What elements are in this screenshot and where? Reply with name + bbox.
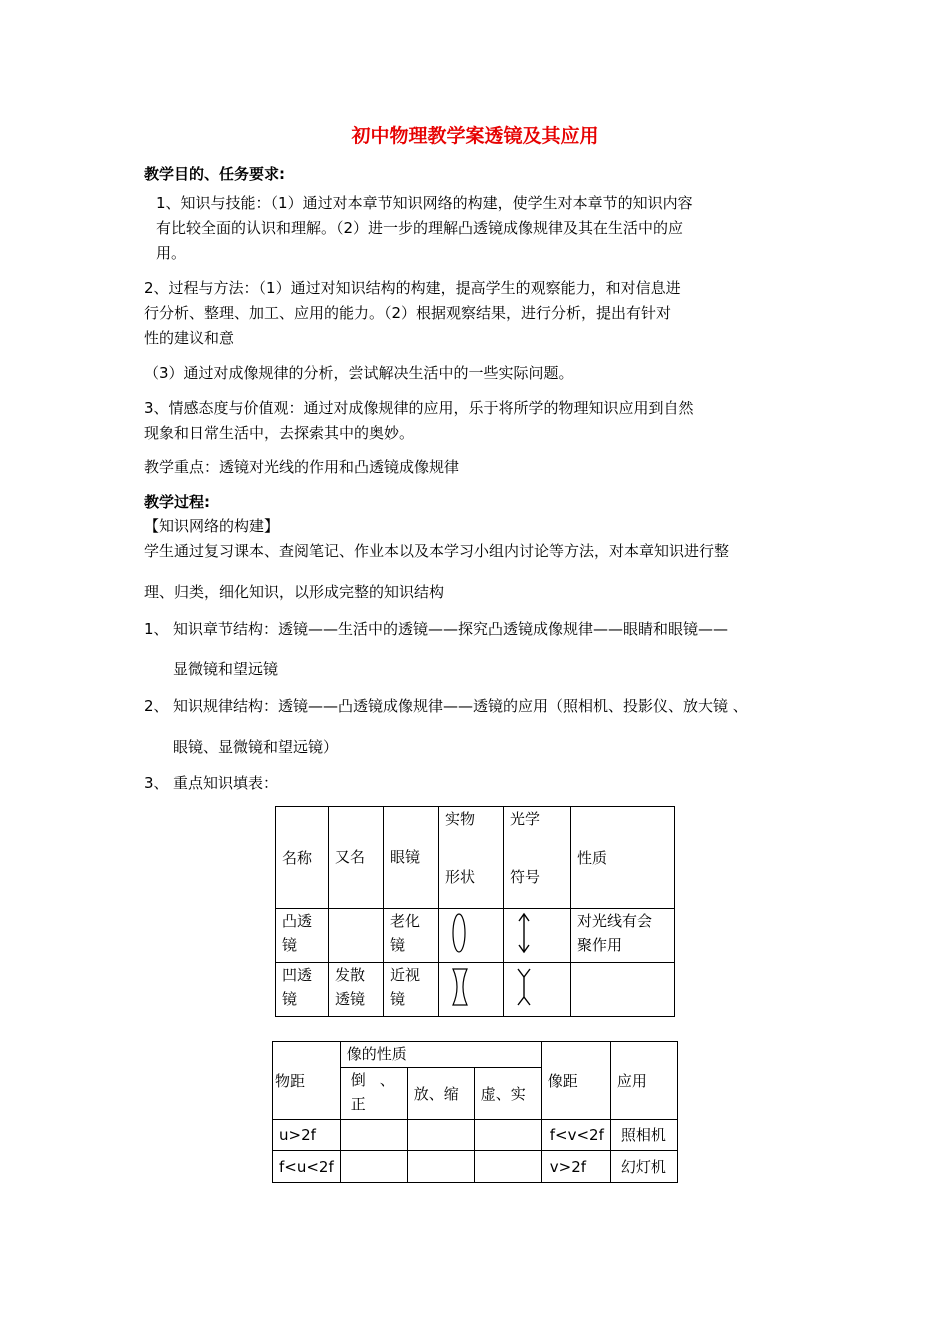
header-image-distance: 像距 [547, 1071, 578, 1090]
page-title: 初中物理教学案透镜及其应用 [351, 125, 599, 147]
network-heading: 【知识网络的构建】 [144, 517, 280, 535]
imaging-table [272, 1041, 678, 1183]
item-2-line-1: 知识规律结构：透镜——凸透镜成像规律——透镜的应用（照相机、投影仪、放大镜 、 [173, 697, 748, 715]
objective-2-extra: （3）通过对成像规律的分析，尝试解决生活中的一些实际问题。 [144, 364, 574, 382]
row-convex-glasses-1: 老化 [390, 912, 421, 930]
concave-lens-shape-icon [445, 963, 485, 1011]
intro-line-1: 学生通过复习课本、查阅笔记、作业本以及本学习小组内讨论等方法，对本章知识进行整 [144, 542, 730, 560]
lens-table-row-concave [276, 963, 675, 1017]
header-application: 应用 [616, 1071, 647, 1090]
process-heading: 教学过程: [144, 493, 210, 511]
header-invert-sep: 、 [379, 1071, 395, 1089]
item-3-number: 3、 [144, 774, 169, 792]
header-shape-bottom: 形状 [445, 868, 476, 886]
row-convex-name-2: 镜 [282, 936, 298, 954]
header-real: 虚、实 [480, 1084, 526, 1103]
objective-3-line-1: 3、情感态度与价值观：通过对成像规律的应用，乐于将所学的物理知识应用到自然 [144, 399, 694, 417]
item-1-line-1: 知识章节结构：透镜——生活中的透镜——探究凸透镜成像规律——眼睛和眼镜—— [173, 620, 729, 638]
row-concave-name-1: 凹透 [282, 966, 313, 984]
objective-2-line-2: 行分析、整理、加工、应用的能力。（2）根据观察结果，进行分析，提出有针对 [144, 304, 672, 322]
row-convex-name-1: 凸透 [282, 912, 313, 930]
objective-2-line-1: 2、过程与方法：（1）通过对知识结构的构建，提高学生的观察能力，和对信息进 [144, 279, 681, 297]
header-size: 放、缩 [413, 1084, 459, 1103]
objective-1-line-2: 有比较全面的认识和理解。（2）进一步的理解凸透镜成像规律及其在生活中的应 [156, 219, 684, 237]
convex-lens-shape-icon [445, 909, 485, 957]
row-1-application: 照相机 [620, 1126, 666, 1144]
item-2-number: 2、 [144, 697, 169, 715]
objective-3-line-2: 现象和日常生活中，去探索其中的奥妙。 [144, 424, 415, 442]
row-2-image-distance: v>2f [549, 1157, 587, 1176]
item-2-line-2: 眼镜、显微镜和望远镜） [173, 738, 339, 756]
header-image-nature: 像的性质 [346, 1045, 407, 1063]
row-concave-name-2: 镜 [282, 990, 298, 1008]
objective-1-line-1: 1、知识与技能：（1）通过对本章节知识网络的构建，使学生对本章节的知识内容 [156, 194, 693, 212]
item-3-line-1: 重点知识填表： [173, 774, 279, 792]
header-object-distance: 物距 [275, 1071, 306, 1090]
convex-lens-symbol-icon [510, 909, 550, 957]
row-concave-alias-1: 发散 [335, 966, 366, 984]
row-convex-glasses-2: 镜 [390, 936, 406, 954]
header-property: 性质 [577, 848, 608, 867]
key-point: 教学重点：透镜对光线的作用和凸透镜成像规律 [144, 458, 460, 476]
lens-table-header-row [276, 807, 675, 909]
imaging-row-1 [273, 1120, 678, 1151]
header-shape-top: 实物 [445, 810, 476, 828]
header-invert-top: 倒 [350, 1071, 366, 1089]
row-1-object-distance: u>2f [279, 1126, 316, 1144]
header-glasses: 眼镜 [390, 848, 421, 866]
header-name: 名称 [282, 848, 313, 867]
objective-2-line-3: 性的建议和意 [144, 329, 235, 347]
item-1-line-2: 显微镜和望远镜 [173, 660, 279, 678]
concave-lens-symbol-icon [510, 963, 550, 1011]
lens-table [275, 806, 675, 1017]
row-convex-property-2: 聚作用 [577, 936, 623, 954]
row-2-application: 幻灯机 [620, 1157, 666, 1176]
objectives-heading: 教学目的、任务要求: [144, 165, 285, 183]
row-convex-property-1: 对光线有会 [577, 912, 653, 930]
header-invert-bottom: 正 [350, 1095, 366, 1113]
row-concave-alias-2: 透镜 [335, 990, 366, 1008]
row-2-object-distance: f<u<2f [279, 1157, 334, 1176]
row-1-image-distance: f<v<2f [549, 1126, 604, 1144]
intro-line-2: 理、归类，细化知识，以形成完整的知识结构 [144, 583, 445, 601]
lens-table-row-convex [276, 909, 675, 963]
row-concave-glasses-1: 近视 [390, 966, 421, 984]
row-concave-glasses-2: 镜 [390, 990, 406, 1008]
header-alias: 又名 [335, 848, 366, 866]
item-1-number: 1、 [144, 620, 169, 638]
objective-1-line-3: 用。 [156, 244, 187, 262]
imaging-row-2 [273, 1151, 678, 1183]
header-symbol-bottom: 符号 [510, 868, 541, 886]
header-symbol-top: 光学 [510, 810, 541, 828]
